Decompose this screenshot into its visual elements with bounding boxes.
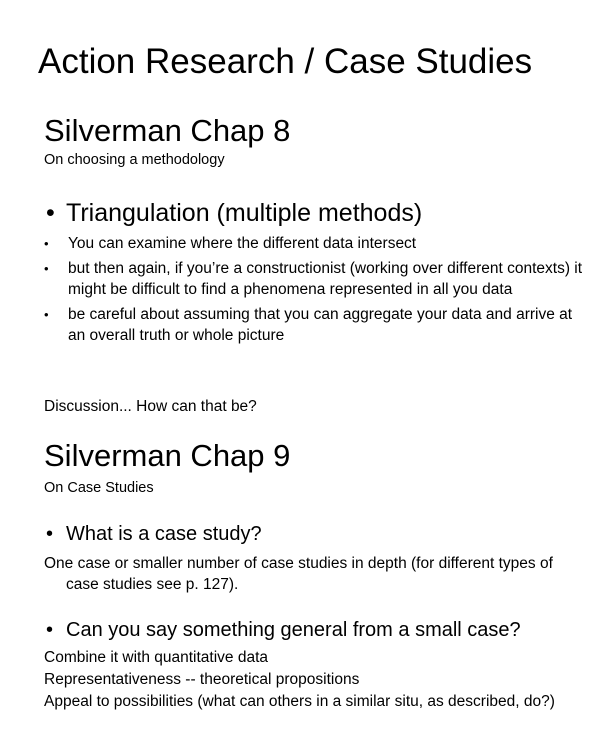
section-heading-chap8: Silverman Chap 8 xyxy=(44,113,291,148)
page-title: Action Research / Case Studies xyxy=(38,42,533,81)
answer-line: Appeal to possibilities (what can others in a similar situ, as described, do?) xyxy=(44,693,555,710)
bullet-icon: • xyxy=(46,523,54,545)
answer-line-1: One case or smaller number of case studies in depth (for different types of xyxy=(44,555,553,572)
question-text: Can you say something general from a small case? xyxy=(66,619,521,641)
answer-line: Representativeness -- theoretical propositions xyxy=(44,671,360,688)
answer-line: Combine it with quantitative data xyxy=(44,649,269,666)
bullet-icon: • xyxy=(44,236,49,251)
list-item xyxy=(44,258,584,300)
bullet-list xyxy=(44,233,584,350)
list-item-text: You can examine where the different data intersect xyxy=(68,235,417,252)
discussion-text: Discussion... How can that be? xyxy=(44,398,257,415)
answer-line-2: case studies see p. 127). xyxy=(66,576,239,593)
bullet-icon: • xyxy=(44,261,49,276)
bullet-icon: • xyxy=(46,199,55,227)
bullet-icon: • xyxy=(44,307,49,322)
answer-generalize xyxy=(44,647,574,713)
list-item-text: but then again, if you’re a constructionist (working over different contexts) it might be difficult to find a phenomena represented in all you data xyxy=(68,260,583,298)
list-item-text: be careful about assuming that you can aggregate your data and arrive at an overall truth or whole picture xyxy=(68,306,573,344)
question-bullet-case-study xyxy=(46,523,262,546)
section-subtitle-chap9: On Case Studies xyxy=(44,480,154,496)
question-bullet-generalize xyxy=(46,619,521,642)
question-text: What is a case study? xyxy=(66,523,262,545)
main-bullet-triangulation xyxy=(46,199,422,228)
main-bullet-text: Triangulation (multiple methods) xyxy=(66,199,423,227)
list-item xyxy=(44,233,584,254)
bullet-icon: • xyxy=(46,619,54,641)
section-heading-chap9: Silverman Chap 9 xyxy=(44,438,291,473)
list-item xyxy=(44,304,584,346)
section-subtitle-chap8: On choosing a methodology xyxy=(44,152,225,168)
answer-case-study xyxy=(44,553,574,595)
